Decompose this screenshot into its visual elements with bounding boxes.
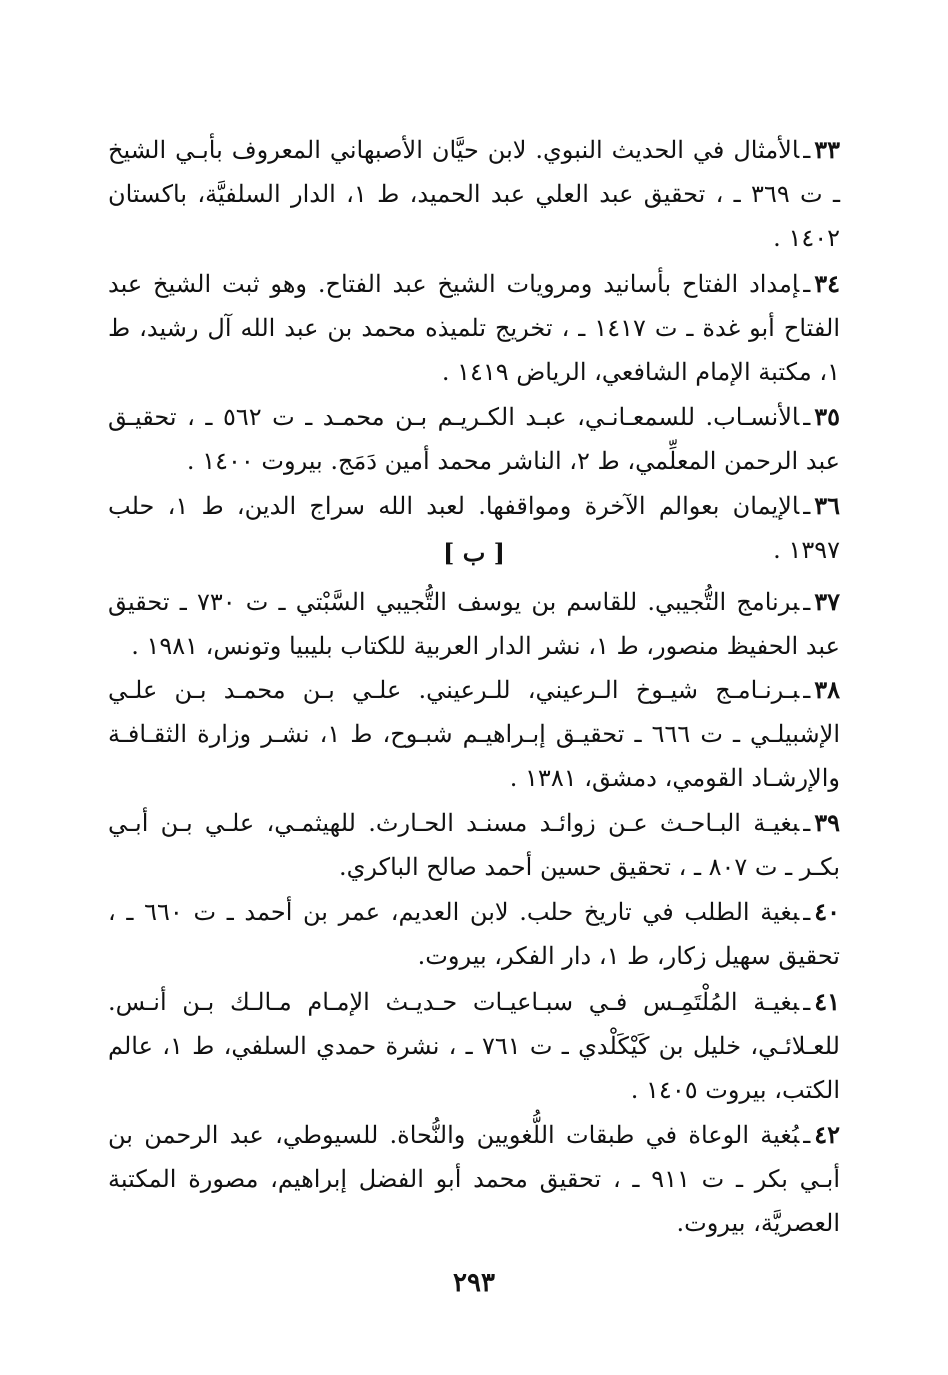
entry-number: ٣٦ — [814, 491, 840, 520]
entry-text: الأمثال في الحديث النبوي. لابن حيَّان الأصبهاني المعروف بأبـي الشيخ ـ ت ٣٦٩ ـ ، تحقيق عبد العلي عبد الحميد، ط ١، الدار السلفيَّة، باكستان ١٤٠٢ . — [108, 136, 840, 252]
entry-42 — [108, 1113, 840, 1245]
section-heading: [ ب ] — [442, 538, 505, 567]
entry-text: بـرنـامـج شيـوخ الـرعيني، للـرعيني. علـي بـن محمـد بـن علـي الإشبيلـي ـ ت ٦٦٦ ـ تحقيـق إبـراهيـم شبـوح، ط ١، نشـر وزارة الثقـافـة والإرشـاد القومي، دمشق، ١٣٨١ . — [108, 676, 840, 792]
entry-number: ٤٠ — [814, 897, 840, 926]
entry-number: ٣٩ — [814, 808, 840, 837]
entry-dash: ـ — [803, 492, 811, 520]
entry-33 — [108, 128, 840, 260]
entry-dash: ـ — [803, 1121, 811, 1149]
entry-text: بغيـة المُلْتَمِـس فـي سبـاعيـات حـديـث الإمـام مـالـك بـن أنـس. للعـلائـي، خليل بن كَيْكَلْدي ـ ت ٧٦١ ـ ، نشرة حمدي السلفي، ط ١، عالم الكتب، بيروت ١٤٠٥ . — [108, 988, 840, 1104]
entry-text: الإيمان بعوالم الآخرة ومواقفها. لعبد الله سراج الدين، ط ١، حلب ١٣٩٧ . — [108, 492, 840, 564]
entry-dash: ـ — [803, 988, 811, 1016]
entry-number: ٣٤ — [814, 269, 841, 298]
entry-dash: ـ — [803, 676, 811, 704]
entry-34 — [108, 262, 840, 394]
entry-41 — [108, 980, 840, 1112]
entry-dash: ـ — [803, 809, 811, 837]
entry-number: ٣٣ — [814, 135, 840, 164]
entry-dash: ـ — [803, 403, 811, 431]
entry-dash: ـ — [803, 898, 811, 926]
entry-text: بغيـة البـاحـث عـن زوائـد مسنـد الحـارث. للهيثمـي، علـي بـن أبـي بكـر ـ ت ٨٠٧ ـ ، تحقيق حسين أحمد صالح الباكري. — [108, 809, 840, 881]
entry-number: ٣٧ — [814, 587, 841, 616]
entry-dash: ـ — [803, 270, 811, 298]
entry-number: ٤١ — [814, 987, 840, 1016]
entry-39 — [108, 801, 840, 889]
entry-text: الأنسـاب. للسمعـانـي، عبـد الكـريـم بـن محمـد ـ ت ٥٦٢ ـ ، تحقيـق عبد الرحمن المعلِّمي، ط ٢، الناشر محمد أمين دَمَج. بيروت ١٤٠٠ . — [108, 403, 840, 475]
entry-40 — [108, 890, 840, 978]
entry-text: بغية الطلب في تاريخ حلب. لابن العديم، عمر بن أحمد ـ ت ٦٦٠ ـ ، تحقيق سهيل زكار، ط ١، دار الفكر، بيروت. — [108, 898, 840, 970]
page-number: ٢٩٣ — [453, 1268, 495, 1298]
entry-number: ٤٢ — [814, 1120, 840, 1149]
entry-38 — [108, 668, 840, 800]
entry-text: بُغية الوعاة في طبقات اللُّغويين والنُّحاة. للسيوطي، عبد الرحمن بن أبـي بكر ـ ت ٩١١ ـ ، تحقيق محمد أبو الفضل إبراهيم، مصورة المكتبة العصريَّة، بيروت. — [108, 1121, 840, 1237]
entry-text: برنامج التُّجيبي. للقاسم بن يوسف التُّجيبي السَّبْتي ـ ت ٧٣٠ ـ تحقيق عبد الحفيظ منصور، ط ١، نشر الدار العربية للكتاب بليبيا وتونس، ١٩٨١ . — [108, 588, 840, 660]
entry-number: ٣٨ — [814, 675, 840, 704]
entry-35 — [108, 395, 840, 483]
entry-dash: ـ — [803, 588, 811, 616]
entry-text: إمداد الفتاح بأسانيد ومرويات الشيخ عبد الفتاح. وهو ثبت الشيخ عبد الفتاح أبو غدة ـ ت ١٤١٧ ـ ، تخريج تلميذه محمد بن عبد الله آل رشيد، ط ١، مكتبة الإمام الشافعي، الرياض ١٤١٩ . — [108, 270, 840, 386]
entry-number: ٣٥ — [814, 402, 840, 431]
entry-37 — [108, 580, 840, 668]
entry-dash: ـ — [803, 136, 811, 164]
